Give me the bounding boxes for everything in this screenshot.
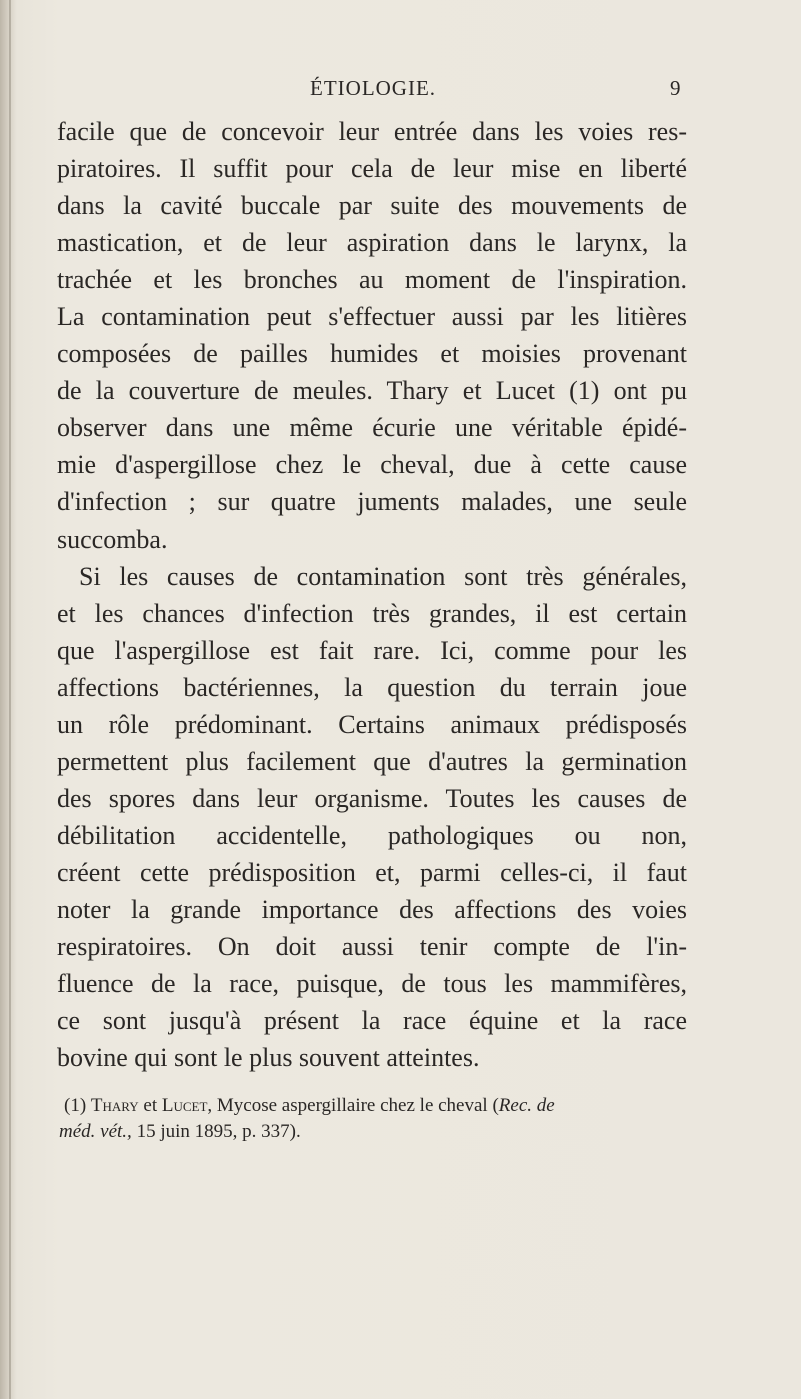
text-line: affections bactériennes, la question du terrain joue — [57, 672, 687, 702]
footnote-journal: Rec. de — [498, 1095, 555, 1116]
footnote-author: Thary — [90, 1095, 139, 1116]
text-line: facile que de concevoir leur entrée dans les voies res- — [57, 117, 687, 146]
text-line: Si les causes de contamination sont très générales, — [79, 561, 687, 591]
page-header — [0, 76, 801, 106]
text-line: débilitation accidentelle, pathologiques ou non, — [57, 820, 687, 850]
binding-shadow — [0, 0, 16, 1399]
text-line: bovine qui sont le plus souvent atteintes. — [57, 1043, 480, 1073]
running-title: ÉTIOLOGIE. — [310, 76, 437, 100]
footnote-author: Lucet, — [161, 1095, 213, 1116]
footnote-line — [59, 1093, 689, 1119]
footnote-journal: méd. vét., — [59, 1121, 132, 1142]
text-line: trachée et les bronches au moment de l'inspiration. — [57, 265, 687, 295]
text-line: dans la cavité buccale par suite des mouvements de — [57, 191, 687, 221]
text-line: permettent plus facilement que d'autres la germination — [57, 746, 687, 776]
text-line: composées de pailles humides et moisies provenant — [57, 339, 687, 369]
footnote — [59, 1093, 689, 1145]
text-line: ce sont jusqu'à présent la race équine et la race — [57, 1006, 687, 1036]
text-line: d'infection ; sur quatre juments malades, une seule — [57, 487, 687, 517]
footnote-conjunction: et — [143, 1095, 158, 1116]
text-line: fluence de la race, puisque, de tous les mammifères, — [57, 969, 687, 999]
footnote-title: Mycose aspergillaire chez le cheval ( — [216, 1095, 499, 1116]
text-line: de la couverture de meules. Thary et Lucet (1) ont pu — [57, 376, 687, 406]
page-number: 9 — [670, 76, 681, 100]
page-edge — [9, 0, 11, 1399]
text-line: observer dans une même écurie une véritable épidé- — [57, 413, 687, 443]
text-line: mie d'aspergillose chez le cheval, due à cette cause — [57, 450, 687, 480]
text-line: des spores dans leur organisme. Toutes les causes de — [57, 783, 687, 813]
text-line: succomba. — [57, 524, 168, 554]
body-text — [57, 113, 687, 1076]
footnote-marker: (1) — [64, 1095, 87, 1116]
text-line: créent cette prédisposition et, parmi celles-ci, il faut — [57, 857, 687, 887]
text-line: piratoires. Il suffit pour cela de leur mise en liberté — [57, 154, 687, 184]
text-line: La contamination peut s'effectuer aussi par les litières — [57, 302, 687, 332]
text-line: et les chances d'infection très grandes, il est certain — [57, 598, 687, 628]
footnote-line — [59, 1119, 689, 1145]
text-line: mastication, et de leur aspiration dans le larynx, la — [57, 228, 687, 258]
text-line: respiratoires. On doit aussi tenir compte de l'in- — [57, 932, 687, 962]
footnote-date: 15 juin 1895, p. 337). — [136, 1121, 301, 1142]
text-line: un rôle prédominant. Certains animaux prédisposés — [57, 709, 687, 739]
text-line: que l'aspergillose est fait rare. Ici, comme pour les — [57, 635, 687, 665]
text-line: noter la grande importance des affections des voies — [57, 894, 687, 924]
